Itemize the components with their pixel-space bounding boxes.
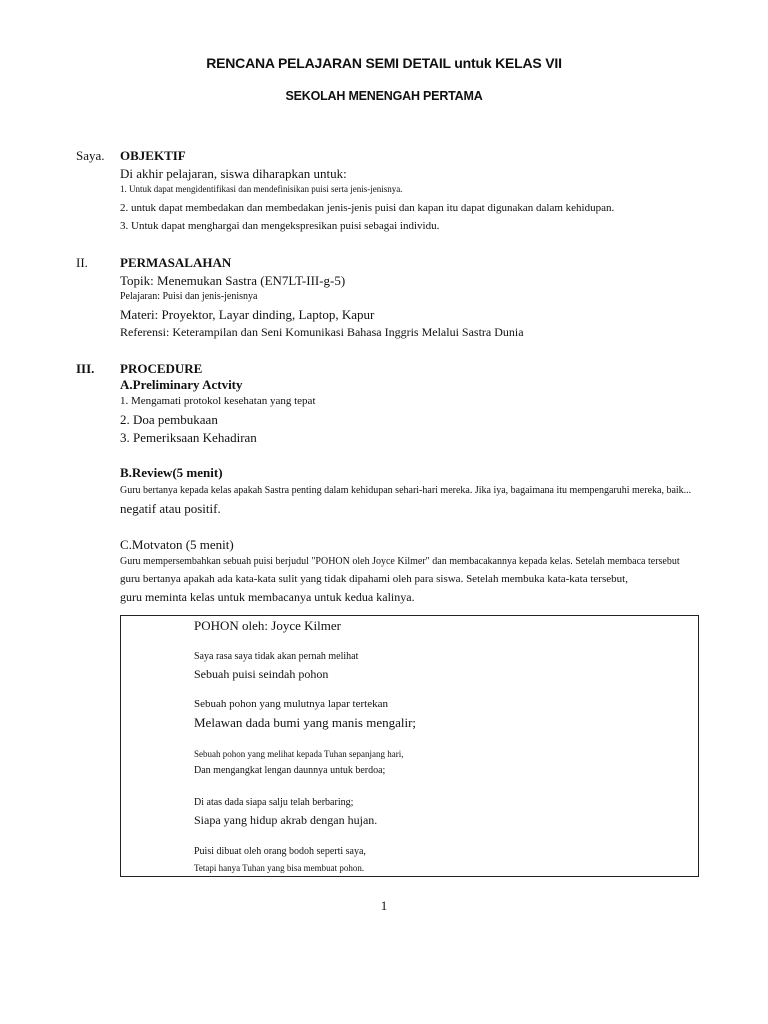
review-heading: B.Review(5 menit) (120, 465, 223, 480)
problem-materials: Materi: Proyektor, Layar dinding, Laptop, Kapur (120, 307, 375, 322)
section-heading-problem: PERMASALAHAN (120, 255, 232, 270)
preliminary-item: 2. Doa pembukaan (120, 412, 218, 427)
motivation-heading: C.Motvaton (5 menit) (120, 537, 234, 552)
poem-line: Dan mengangkat lengan daunnya untuk berdoa; (194, 765, 386, 776)
preliminary-item: 3. Pemeriksaan Kehadiran (120, 430, 257, 445)
objective-item: 2. untuk dapat membedakan dan membedakan jenis-jenis puisi dan kapan itu dapat digunakan dalam kehidupan. (120, 202, 615, 214)
page-title: RENCANA PELAJARAN SEMI DETAIL untuk KELAS VII (206, 55, 562, 71)
page-subtitle: SEKOLAH MENENGAH PERTAMA (285, 89, 483, 103)
preliminary-item: 1. Mengamati protokol kesehatan yang tepat (120, 395, 316, 407)
section-heading-objective: OBJEKTIF (120, 148, 186, 163)
poem-line: Puisi dibuat oleh orang bodoh seperti saya, (194, 846, 366, 857)
review-text: Guru bertanya kepada kelas apakah Sastra penting dalam kehidupan sehari-hari mereka. Jika iya, bagaimana itu mempengaruhi mereka, baik... (120, 485, 692, 496)
preliminary-heading: A.Preliminary Actvity (120, 377, 243, 392)
poem-line: Di atas dada siapa salju telah berbaring; (194, 797, 354, 808)
objective-item: 1. Untuk dapat mengidentifikasi dan mendefinisikan puisi serta jenis-jenisnya. (120, 184, 403, 194)
motivation-text: Guru mempersembahkan sebuah puisi berjudul "POHON oleh Joyce Kilmer" dan membacakannya kepada kelas. Setelah membaca tersebut (120, 556, 680, 567)
section-number-problem: II. (76, 255, 88, 270)
section-heading-procedure: PROCEDURE (120, 361, 203, 376)
poem-line: Sebuah puisi seindah pohon (194, 667, 329, 681)
problem-lesson: Pelajaran: Puisi dan jenis-jenisnya (120, 291, 258, 302)
poem-line: Siapa yang hidup akrab dengan hujan. (194, 813, 378, 827)
section-number-procedure: III. (76, 361, 95, 376)
poem-line: Saya rasa saya tidak akan pernah melihat (194, 651, 359, 662)
poem-line: Tetapi hanya Tuhan yang bisa membuat pohon. (194, 863, 365, 873)
poem-line: Sebuah pohon yang mulutnya lapar tertekan (194, 698, 388, 710)
review-text: negatif atau positif. (120, 501, 221, 516)
poem-line: Melawan dada bumi yang manis mengalir; (194, 715, 417, 730)
section-number-objective: Saya. (76, 148, 105, 163)
objective-item: 3. Untuk dapat menghargai dan mengekspresikan puisi sebagai individu. (120, 220, 440, 232)
poem-line: Sebuah pohon yang melihat kepada Tuhan sepanjang hari, (194, 749, 404, 759)
problem-topic: Topik: Menemukan Sastra (EN7LT-III-g-5) (120, 273, 346, 288)
objective-intro: Di akhir pelajaran, siswa diharapkan untuk: (120, 166, 347, 181)
page-number: 1 (380, 898, 388, 913)
motivation-text: guru bertanya apakah ada kata-kata sulit yang tidak dipahami oleh para siswa. Setelah membuka kata-kata tersebut, (120, 573, 628, 585)
problem-reference: Referensi: Keterampilan dan Seni Komunikasi Bahasa Inggris Melalui Sastra Dunia (120, 325, 524, 339)
poem-title: POHON oleh: Joyce Kilmer (194, 618, 341, 633)
motivation-text: guru meminta kelas untuk membacanya untuk kedua kalinya. (120, 590, 415, 604)
